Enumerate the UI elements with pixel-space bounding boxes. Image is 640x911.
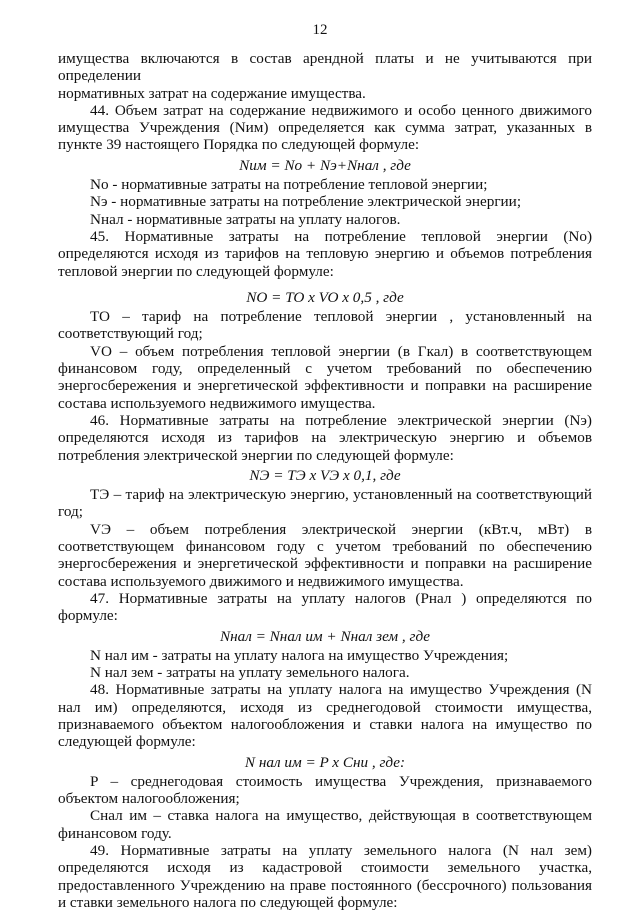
text-line: имущества включаются в состав арендной платы и не учитываются при определении [58,50,592,85]
definition-line: Nнал - нормативные затраты на уплату налогов. [90,210,401,228]
formula-45: NO = TO x VO x 0,5 , где [246,288,404,306]
formula-48: N нал им = P x Cни , где: [244,753,406,771]
definition-line: VO – объем потребления тепловой энергии (в Гкал) в соответствующем финансовом году, определенный с учетом требований по обеспечению энергосбережения и энергетической эффективности и поправки на расширение состава используемого недвижимого имущества. [58,342,592,412]
formula-47: Nнал = Nнал им + Nнал зем , где [219,627,431,645]
formula-44: Nим = Nо + Nэ+Nнал , где [239,156,411,174]
definition-line: TЭ – тариф на электрическую энергию, установленный на соответствующий год; [58,486,592,521]
formula-46: NЭ = TЭ x VЭ x 0,1, где [249,466,401,484]
definition-line: Nэ - нормативные затраты на потребление электрической энергии; [90,193,522,211]
paragraph-45: 45. Нормативные затраты на потребление тепловой энергии (Nо) определяются исходя из тарифов на тепловую энергию и объемов потребления тепловой энергии по следующей формуле: [58,227,592,280]
document-body [58,50,592,911]
text-line: нормативных затрат на содержание имущества. [58,84,366,102]
paragraph-49: 49. Нормативные затраты на уплату земельного налога (N нал зем) определяются исходя из кадастровой стоимости земельного участка, предоставленного Учреждению на праве постоянного (бессрочного) пользования и ставки земельного налога по следующей формуле: [58,842,592,911]
definition-line: N нал зем - затраты на уплату земельного налога. [90,664,410,682]
definition-line: Cнал им – ставка налога на имущество, действующая в соответствующем финансовом году. [58,807,592,842]
paragraph-46: 46. Нормативные затраты на потребление электрической энергии (Nэ) определяются исходя из тарифов на электрическую энергию и объемов потребления электрической энергии по следующей формуле: [58,411,592,464]
definition-line: P – среднегодовая стоимость имущества Учреждения, признаваемого объектом налогообложения; [58,772,592,808]
page-number: 12 [312,22,328,38]
paragraph-44: 44. Объем затрат на содержание недвижимого и особо ценного движимого имущества Учреждения (Nим) определяется как сумма затрат, указанных в пункте 39 настоящего Порядка по следующей формуле: [58,101,592,154]
definition-line: N нал им - затраты на уплату налога на имущество Учреждения; [90,646,509,664]
definition-line: Nо - нормативные затраты на потребление тепловой энергии; [90,176,488,194]
paragraph-48: 48. Нормативные затраты на уплату налога на имущество Учреждения (N нал им) определяются, исходя из среднегодовой стоимости имущества, признаваемого объектом налогообложения и ставки налога на имущество по следующей формуле: [58,681,592,751]
definition-line: TO – тариф на потребление тепловой энергии , установленный на соответствующий год; [58,308,592,343]
definition-line: VЭ – объем потребления электрической энергии (кВт.ч, мВт) в соответствующем финансовом году с учетом требований по обеспечению энергосбережения и энергетической эффективности и поправки на расширение состава используемого движимого и недвижимого имущества. [58,520,592,590]
paragraph-47: 47. Нормативные затраты на уплату налогов (Pнал ) определяются по формуле: [58,589,592,625]
